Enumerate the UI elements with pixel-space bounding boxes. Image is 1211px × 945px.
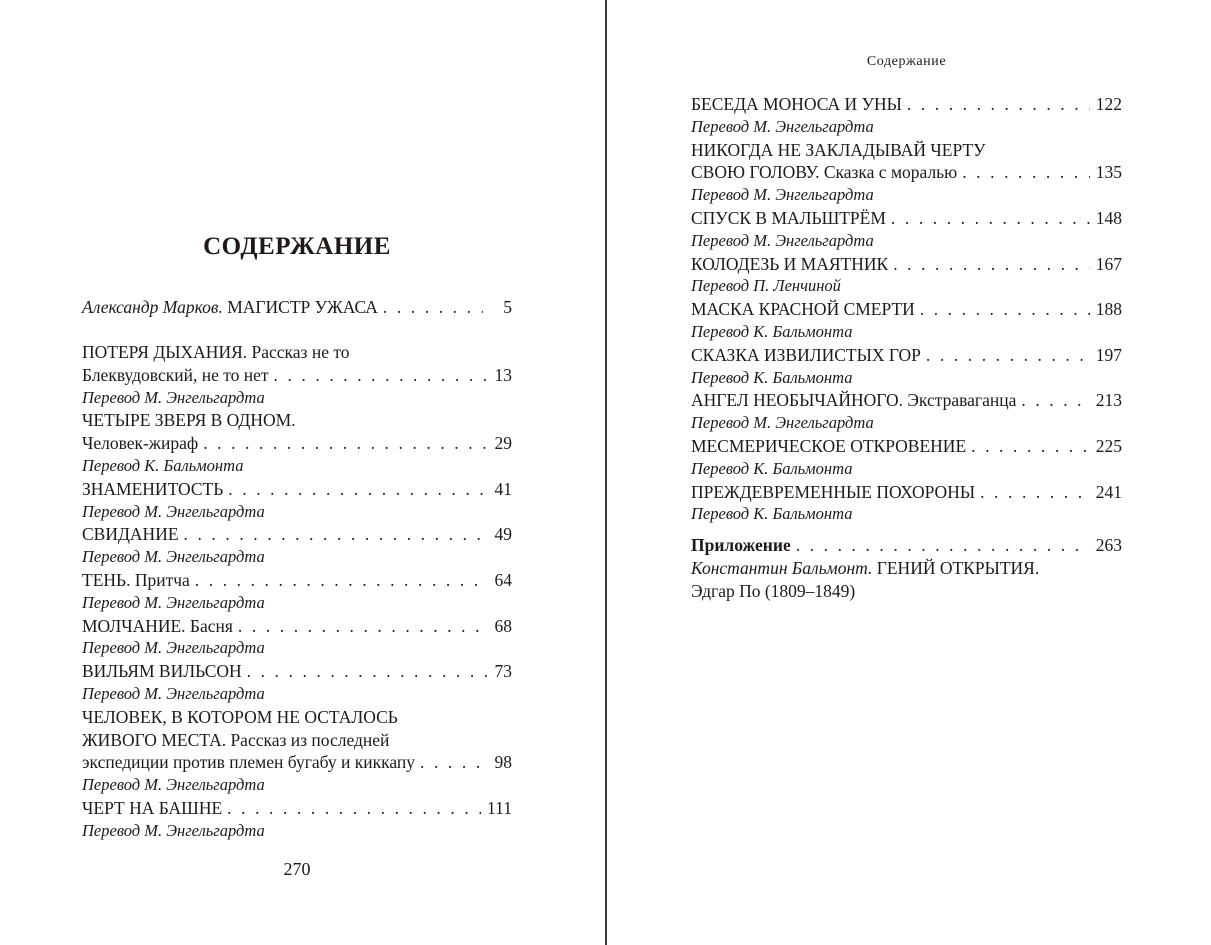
- entry-title: ТЕНЬ. Притча: [82, 569, 190, 590]
- dot-leader: [796, 534, 1090, 557]
- dot-leader: [247, 660, 489, 683]
- appendix-label: Приложение: [691, 535, 791, 555]
- entry-title: ВИЛЬЯМ ВИЛЬСОН: [82, 661, 242, 682]
- entry-title: КОЛОДЕЗЬ И МАЯТНИК: [691, 253, 889, 274]
- toc-entry: [691, 389, 1122, 435]
- dot-leader: [971, 435, 1090, 458]
- toc-entry: [691, 207, 1122, 253]
- entry-title: экспедиции против племен бугабу и киккапу: [82, 752, 416, 773]
- entry-title: Блеквудовский, не то нет: [82, 364, 269, 385]
- dot-leader: [227, 797, 481, 820]
- entry-title: ЧЕРТ НА БАШНЕ: [82, 797, 223, 818]
- left-toc-list: [82, 341, 512, 843]
- dot-leader: [195, 569, 489, 592]
- entry-page-number: 73: [494, 661, 512, 682]
- entry-translator: Перевод П. Ленчиной: [691, 276, 841, 296]
- entry-title: Человек-жираф: [82, 433, 199, 454]
- entry-page-number: 188: [1095, 299, 1122, 320]
- entry-page-number: 148: [1095, 207, 1122, 228]
- entry-page-number: 13: [494, 364, 512, 385]
- entry-translator: Перевод К. Бальмонта: [691, 458, 853, 478]
- entry-title: БЕСЕДА МОНОСА И УНЫ: [691, 94, 902, 114]
- right-page: [691, 0, 1122, 945]
- entry-title: СВОЮ ГОЛОВУ. Сказка с моралью: [691, 162, 958, 183]
- entry-page-number: 68: [494, 615, 512, 636]
- dot-leader: [228, 478, 488, 501]
- intro-entry: [82, 296, 512, 319]
- entry-page-number: 135: [1095, 162, 1122, 183]
- entry-translator: Перевод М. Энгельгардта: [82, 501, 265, 521]
- left-page: [82, 0, 512, 945]
- entry-title-line: НИКОГДА НЕ ЗАКЛАДЫВАЙ ЧЕРТУ: [691, 139, 986, 160]
- dot-leader: [274, 364, 489, 387]
- right-toc-list: [691, 93, 1122, 526]
- page-title: СОДЕРЖАНИЕ: [203, 233, 391, 260]
- toc-entry: [82, 615, 512, 661]
- entry-title-line: ЧЕЛОВЕК, В КОТОРОМ НЕ ОСТАЛОСЬ: [82, 706, 398, 727]
- entry-page-number: 41: [494, 478, 512, 499]
- appendix-entry: [691, 534, 1122, 602]
- entry-title: ПРЕЖДЕВРЕМЕННЫЕ ПОХОРОНЫ: [691, 481, 976, 502]
- entry-translator: Перевод М. Энгельгардта: [82, 547, 265, 567]
- entry-title-line: ПОТЕРЯ ДЫХАНИЯ. Рассказ не то: [82, 342, 350, 362]
- toc-entry: [82, 706, 512, 797]
- entry-translator: Перевод М. Энгельгардта: [691, 185, 874, 205]
- toc-entry: [82, 797, 512, 843]
- toc-entry: [691, 93, 1122, 139]
- dot-leader: [893, 253, 1090, 276]
- running-head: Содержание: [866, 54, 947, 69]
- toc-entry: [691, 139, 1122, 207]
- toc-entry: [691, 481, 1122, 527]
- entry-page-number: 213: [1095, 390, 1122, 411]
- entry-translator: Перевод М. Энгельгардта: [691, 230, 874, 250]
- entry-page-number: 98: [494, 752, 512, 773]
- entry-translator: Перевод М. Энгельгардта: [82, 387, 265, 407]
- dot-leader: [420, 751, 488, 774]
- toc-entry: [82, 341, 512, 409]
- dot-leader: [962, 161, 1090, 184]
- entry-page-number: 29: [494, 433, 512, 454]
- entry-translator: Перевод К. Бальмонта: [691, 321, 853, 341]
- toc-entry: [691, 298, 1122, 344]
- entry-translator: Перевод М. Энгельгардта: [691, 413, 874, 433]
- entry-page-number: 167: [1095, 253, 1122, 274]
- dot-leader: [184, 523, 489, 546]
- entry-title: ЗНАМЕНИТОСТЬ: [82, 478, 224, 499]
- appendix-author: Константин Бальмонт.: [691, 557, 873, 578]
- appendix-subtitle: Эдгар По (1809–1849): [691, 580, 856, 601]
- entry-page-number: 111: [487, 797, 512, 818]
- entry-page-number: 241: [1095, 481, 1122, 502]
- entry-page-number: 197: [1095, 344, 1122, 365]
- toc-entry: [82, 523, 512, 569]
- toc-entry: [691, 435, 1122, 481]
- appendix-title: ГЕНИЙ ОТКРЫТИЯ.: [876, 557, 1040, 578]
- entry-page-number: 64: [494, 569, 512, 590]
- entry-title-line: ЖИВОГО МЕСТА. Рассказ из последней: [82, 729, 390, 750]
- dot-leader: [980, 481, 1090, 504]
- dot-leader: [920, 298, 1090, 321]
- entry-page-number: 122: [1095, 94, 1122, 114]
- entry-translator: Перевод М. Энгельгардта: [82, 775, 265, 795]
- entry-title: СПУСК В МАЛЬШТРЁМ: [691, 207, 886, 228]
- entry-title: СВИДАНИЕ: [82, 524, 179, 545]
- intro-page-number: 5: [503, 297, 512, 317]
- entry-title: МАСКА КРАСНОЙ СМЕРТИ: [691, 299, 915, 320]
- toc-entry: [82, 409, 512, 477]
- entry-title: СКАЗКА ИЗВИЛИСТЫХ ГОР: [691, 344, 921, 365]
- entry-translator: Перевод М. Энгельгардта: [82, 638, 265, 658]
- dot-leader: [1021, 389, 1089, 412]
- dot-leader: [203, 432, 488, 455]
- entry-translator: Перевод М. Энгельгардта: [691, 116, 874, 136]
- entry-title: МЕСМЕРИЧЕСКОЕ ОТКРОВЕНИЕ: [691, 435, 967, 456]
- entry-translator: Перевод К. Бальмонта: [691, 367, 853, 387]
- dot-leader: [383, 296, 483, 319]
- entry-title: АНГЕЛ НЕОБЫЧАЙНОГО. Экстраваганца: [691, 390, 1017, 411]
- appendix-page-number: 263: [1095, 535, 1122, 555]
- toc-entry: [691, 344, 1122, 390]
- page-number: 270: [283, 859, 311, 879]
- toc-entry: [82, 660, 512, 706]
- entry-page-number: 49: [494, 524, 512, 545]
- dot-leader: [907, 93, 1090, 116]
- toc-entry: [82, 569, 512, 615]
- entry-translator: Перевод М. Энгельгардта: [82, 683, 265, 703]
- dot-leader: [926, 344, 1090, 367]
- entry-title: МОЛЧАНИЕ. Басня: [82, 615, 233, 636]
- toc-entry: [82, 478, 512, 524]
- entry-page-number: 225: [1095, 435, 1122, 456]
- toc-entry: [691, 253, 1122, 299]
- entry-translator: Перевод М. Энгельгардта: [82, 592, 265, 612]
- intro-title: МАГИСТР УЖАСА: [227, 297, 378, 317]
- entry-translator: Перевод К. Бальмонта: [82, 455, 244, 475]
- dot-leader: [891, 207, 1090, 230]
- entry-translator: Перевод К. Бальмонта: [691, 504, 853, 524]
- entry-translator: Перевод М. Энгельгардта: [82, 820, 265, 840]
- intro-author: Александр Марков.: [82, 297, 223, 317]
- dot-leader: [238, 615, 489, 638]
- page-gutter: [605, 0, 607, 945]
- entry-title-line: ЧЕТЫРЕ ЗВЕРЯ В ОДНОМ.: [82, 410, 296, 431]
